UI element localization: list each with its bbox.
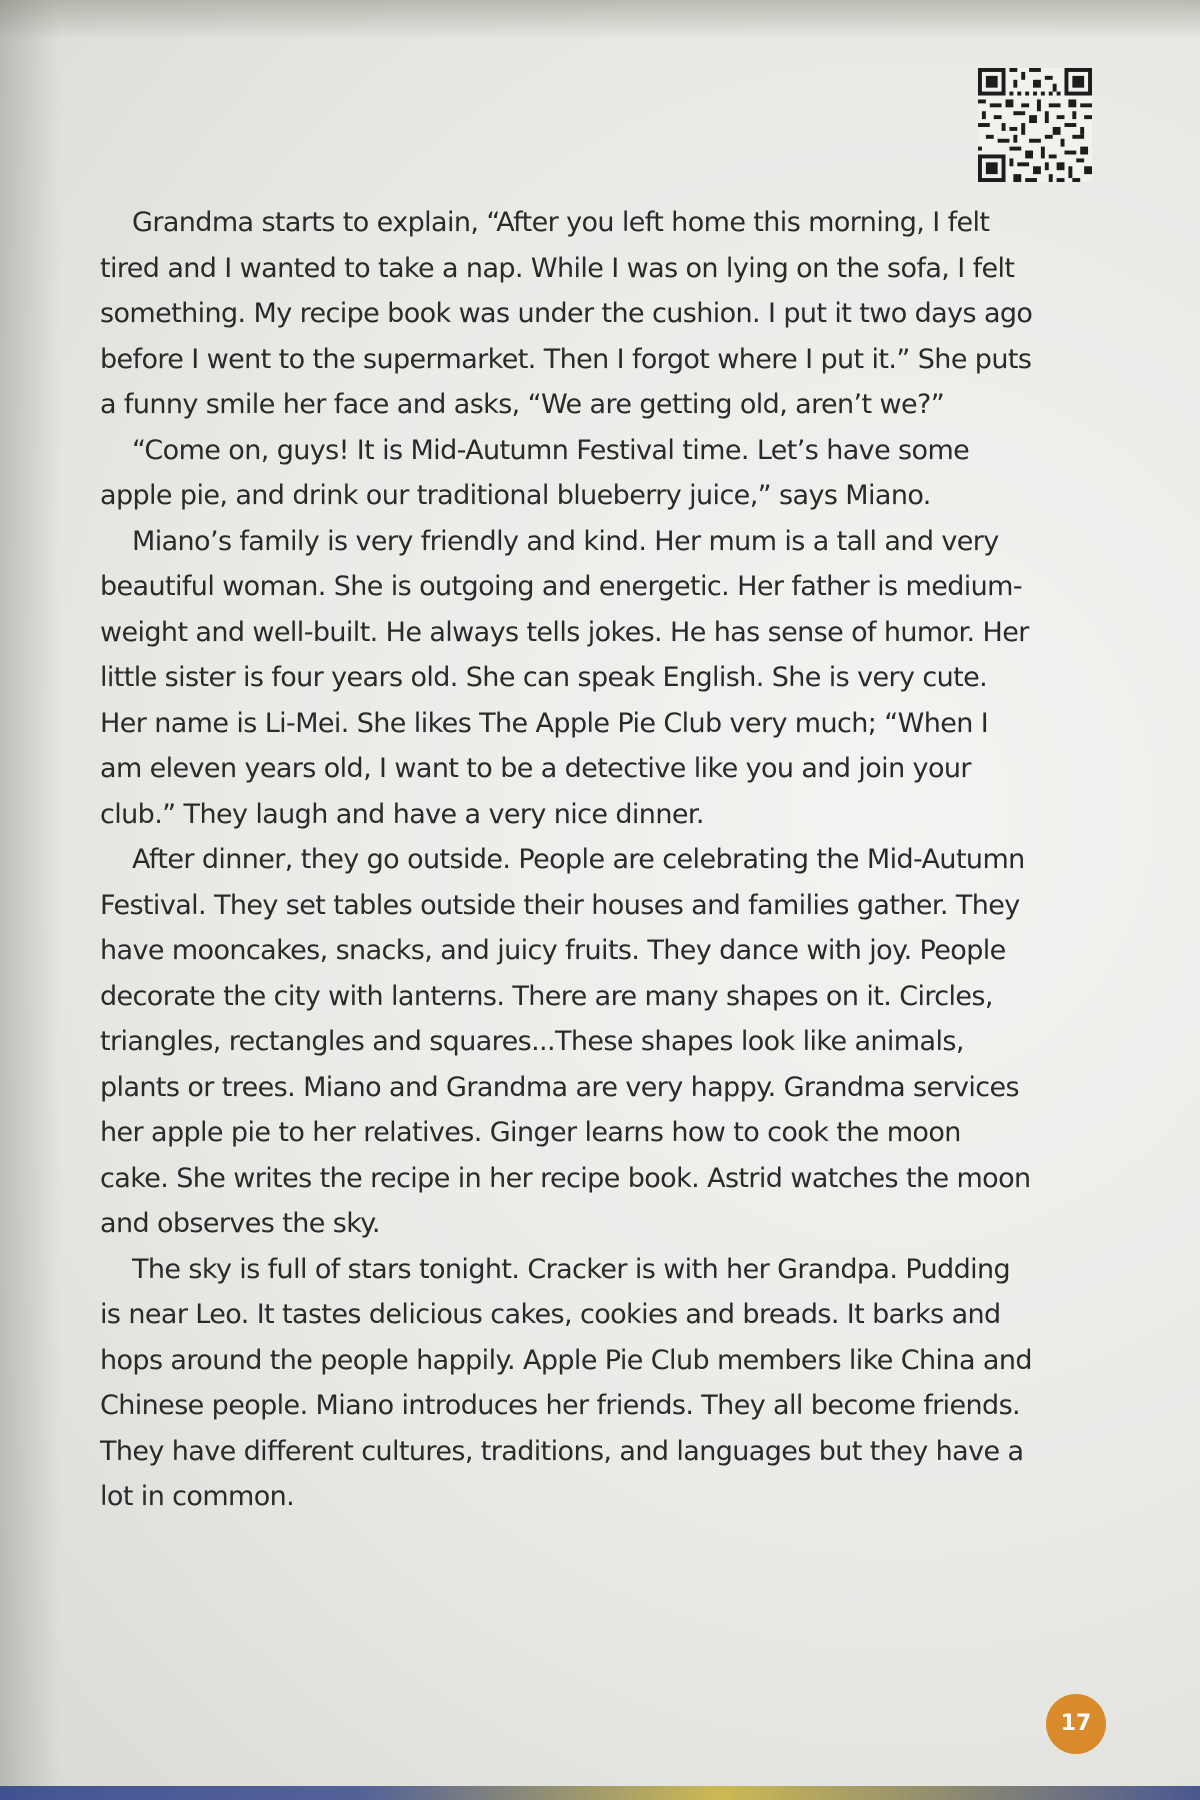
qr-code-icon (978, 68, 1092, 182)
page-number-badge: 17 (1046, 1694, 1106, 1754)
paragraph: “Come on, guys! It is Mid-Autumn Festival time. Let’s have some apple pie, and drink our traditional blueberry juice,” says Miano. (100, 434, 970, 511)
paragraph: Miano’s family is very friendly and kind. Her mum is a tall and very beautiful woman. She is outgoing and energetic. Her father is medium-weight and well-built. He always tells jokes. He has sense of humor. Her little sister is four years old. She can speak English. She is very cute. Her name is Li-Mei. She likes The Apple Pie Club very much; “When I am eleven years old, I want to be a detective like you and join your club.” They laugh and have a very nice dinner. (100, 525, 1029, 830)
book-cover-edge (0, 1786, 1200, 1800)
paragraph: After dinner, they go outside. People are celebrating the Mid-Autumn Festival. They set tables outside their houses and families gather. They have mooncakes, snacks, and juicy fruits. They dance with joy. People decorate the city with lanterns. There are many shapes on it. Circles, triangles, rectangles and squares...These shapes look like animals, plants or trees. Miano and Grandma are very happy. Grandma services her apple pie to her relatives. Ginger learns how to cook the moon cake. She writes the recipe in her recipe book. Astrid watches the moon and observes the sky. (100, 844, 1031, 1239)
page-gutter-shade (0, 0, 60, 1800)
story-text (100, 200, 1035, 1520)
paragraph: The sky is full of stars tonight. Cracker is with her Grandpa. Pudding is near Leo. It tastes delicious cakes, cookies and breads. It barks and hops around the people happily. Apple Pie Club members like China and Chinese people. Miano introduces her friends. They all become friends. They have different cultures, traditions, and languages but they have a lot in common. (100, 1253, 1032, 1512)
paragraph: Grandma starts to explain, “After you left home this morning, I felt tired and I wanted to take a nap. While I was on lying on the sofa, I felt something. My recipe book was under the cushion. I put it two days ago before I went to the supermarket. Then I forgot where I put it.” She puts a funny smile her face and asks, “We are getting old, aren’t we?” (100, 207, 1033, 420)
page-edge-shadow (0, 0, 1200, 40)
